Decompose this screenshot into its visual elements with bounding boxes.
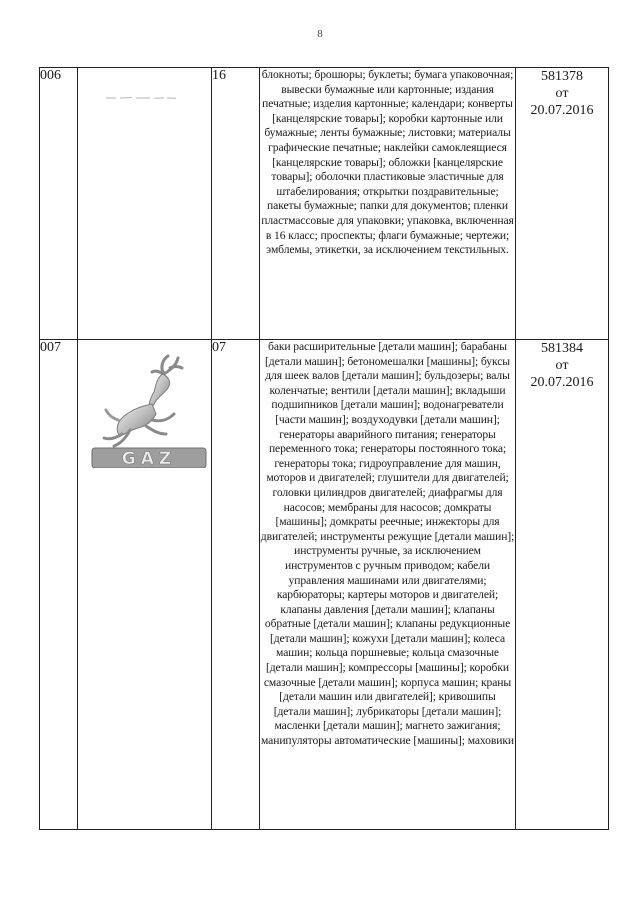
- registration-number: 581384: [541, 341, 583, 356]
- trademark-table: [39, 67, 609, 830]
- goods-list: блокноты; брошюры; буклеты; бумага упаковочная; вывески бумажные или картонные; издания печатные; изделия картонные; календари; конверты [канцелярские товары]; коробки картонные или бумажные; ленты бумажные; листовки; материалы графические печатные; наклейки самоклеящиеся [канцелярские товары]; обложки [канцелярские товары]; оболочки пластиковые эластичные для штабелирования; открытки поздравительные; пакеты бумажные; папки для документов; пленки пластмассовые для упаковки; упаковка, включенная в 16 класс; проспекты; флаги бумажные; чертежи; эмблемы, этикетки, за исключением текстильных.: [260, 68, 516, 340]
- registration-from: от: [555, 358, 569, 373]
- class-number: 07: [212, 340, 260, 830]
- page-number: 8: [317, 28, 323, 40]
- gaz-deer-logo-image: [90, 348, 208, 468]
- row-number: 006: [40, 68, 78, 340]
- table-row: [40, 68, 609, 340]
- registration-date: 20.07.2016: [530, 103, 594, 118]
- registration-date: 20.07.2016: [530, 375, 594, 390]
- class-number: 16: [212, 68, 260, 340]
- logo-wordmark: GAZ: [121, 449, 177, 468]
- trademark-image-cell: [78, 340, 212, 830]
- goods-list: баки расширительные [детали машин]; барабаны [детали машин]; бетономешалки [машины]; буксы для шеек валов [детали машин]; бульдозеры; валы коленчатые; вентили [детали машин]; вкладыши подшипников [детали машин]; водонагреватели [части машин]; воздуходувки [детали машин]; генераторы аварийного питания; генераторы переменного тока; генераторы постоянного тока; генераторы тока; гидроуправление для машин, моторов и двигателей; глушители для двигателей; головки цилиндров двигателей; диафрагмы для насосов; мембраны для насосов; домкраты [машины]; домкраты реечные; инжекторы для двигателей; инструменты режущие [детали машин]; инструменты ручные, за исключением инструментов с ручным приводом; кабели управления машинами или двигателями; карбюраторы; картеры моторов и двигателей; клапаны давления [детали машин]; клапаны обратные [детали машин]; клапаны редукционные [детали машин]; кожухи [детали машин]; колеса машин; кольца поршневые; кольца смазочные [детали машин]; компрессоры [машины]; коробки смазочные [детали машин]; корпуса машин; краны [детали машин или двигателей]; кривошипы [детали машин]; лубрикаторы [детали машин]; масленки [детали машин]; магнето зажигания; манипуляторы автоматические [машины]; маховики: [260, 340, 516, 830]
- registration-from: от: [555, 86, 569, 101]
- trademark-image-cell: [78, 68, 212, 340]
- table-row: [40, 340, 609, 830]
- registration-cell: [516, 340, 609, 830]
- registration-cell: [516, 68, 609, 340]
- registration-number: 581378: [541, 69, 583, 84]
- faint-mark-image: [106, 96, 176, 100]
- row-number: 007: [40, 340, 78, 830]
